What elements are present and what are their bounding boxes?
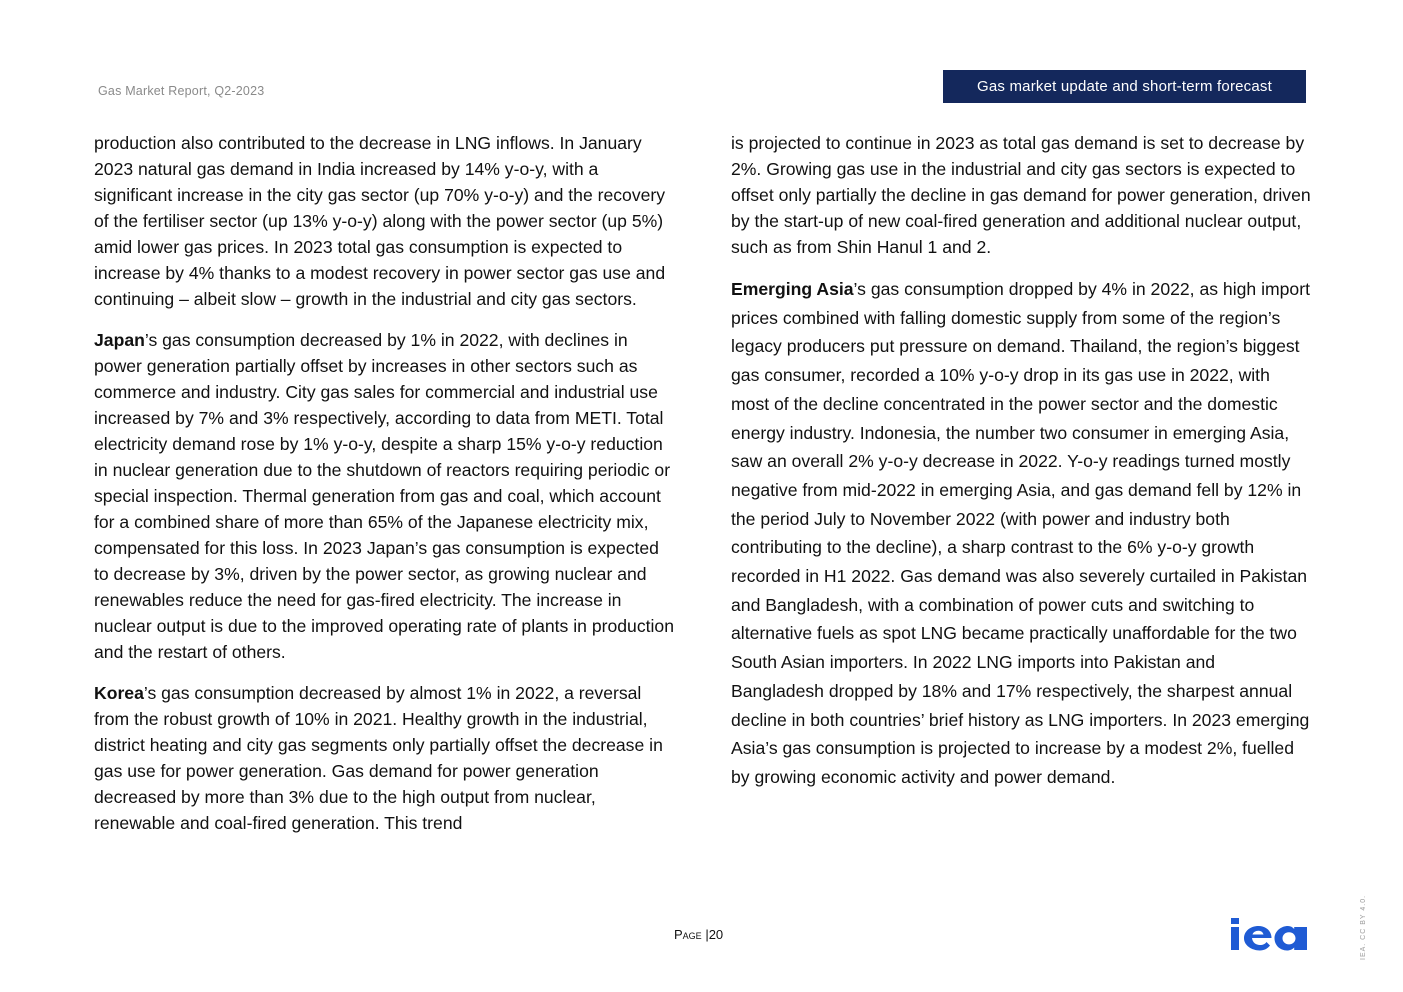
paragraph-text: is projected to continue in 2023 as total gas demand is set to decrease by 2%. Growing gas use in the industrial and city gas sectors is expected to offset only partially the decline in gas demand for power generation, driven by the start-up of new coal-fired generation and additional nuclear output, such as from Shin Hanul 1 and 2. xyxy=(731,133,1311,257)
report-title: Gas Market Report, Q2-2023 xyxy=(98,84,265,98)
paragraph-lead-korea: Korea xyxy=(94,683,144,703)
paragraph-lead-japan: Japan xyxy=(94,330,145,350)
right-column xyxy=(731,130,1311,792)
paragraph-korea xyxy=(94,680,676,836)
paragraph-text: production also contributed to the decrease in LNG inflows. In January 2023 natural gas demand in India increased by 14% y-o-y, with a significant increase in the city gas sector (up 70% y-o-y) and the recovery of the fertiliser sector (up 13% y-o-y) along with the power sector (up 5%) amid lower gas prices. In 2023 total gas consumption is expected to increase by 4% thanks to a modest recovery in power sector gas use and continuing – albeit slow – growth in the industrial and city gas sectors. xyxy=(94,133,666,309)
iea-logo xyxy=(1229,916,1309,952)
page-label: Page xyxy=(674,927,702,942)
left-column xyxy=(94,130,676,836)
page-number-value: 20 xyxy=(708,927,724,942)
paragraph-lead-emerging-asia: Emerging Asia xyxy=(731,279,854,299)
paragraph-text: ’s gas consumption decreased by almost 1% in 2022, a reversal from the robust growth of 10% in 2021. Healthy growth in the industrial, district heating and city gas segments only partially offset the decrease in gas use for power generation. Gas demand for power generation decreased by more than 3% due to the high output from nuclear, renewable and coal-fired generation. This trend xyxy=(94,683,663,833)
page-separator: | xyxy=(705,927,709,942)
paragraph-text: ’s gas consumption dropped by 4% in 2022, as high import prices combined with falling domestic supply from some of the region’s legacy producers put pressure on demand. Thailand, the region’s biggest gas consumer, recorded a 10% y-o-y drop in its gas use in 2022, with most of the decline concentrated in the power sector and the domestic energy industry. Indonesia, the number two consumer in emerging Asia, saw an overall 2% y-o-y decrease in 2022. Y-o-y readings turned mostly negative from mid-2022 in emerging Asia, and gas demand fell by 12% in the period July to November 2022 (with power and industry both contributing to the decline), a sharp contrast to the 6% y-o-y growth recorded in H1 2022. Gas demand was also severely curtailed in Pakistan and Bangladesh, with a combination of power cuts and switching to alternative fuels as spot LNG became practically unaffordable for the two South Asian importers. In 2022 LNG imports into Pakistan and Bangladesh dropped by 18% and 17% respectively, the sharpest annual decline in both countries’ brief history as LNG importers. In 2023 emerging Asia’s gas consumption is projected to increase by a modest 2%, fuelled by growing economic activity and power demand. xyxy=(731,279,1310,787)
license-note: IEA. CC BY 4.0. xyxy=(1360,894,1367,960)
paragraph-india xyxy=(94,130,676,312)
paragraph-emerging-asia xyxy=(731,275,1311,792)
section-title-banner: Gas market update and short-term forecast xyxy=(943,70,1306,103)
paragraph-korea-continued xyxy=(731,130,1311,260)
paragraph-text: ’s gas consumption decreased by 1% in 2022, with declines in power generation partially offset by increases in other sectors such as commerce and industry. City gas sales for commercial and industrial use increased by 7% and 3% respectively, according to data from METI. Total electricity demand rose by 1% y-o-y, despite a sharp 15% y-o-y reduction in nuclear generation due to the shutdown of reactors requiring periodic or special inspection. Thermal generation from gas and coal, which account for a combined share of more than 65% of the Japanese electricity mix, compensated for this loss. In 2023 Japan’s gas consumption is expected to decrease by 3%, driven by the power sector, as growing nuclear and renewables reduce the need for gas-fired electricity. The increase in nuclear output is due to the improved operating rate of plants in production and the restart of others. xyxy=(94,330,674,662)
page-number xyxy=(674,927,723,942)
paragraph-japan xyxy=(94,327,676,665)
